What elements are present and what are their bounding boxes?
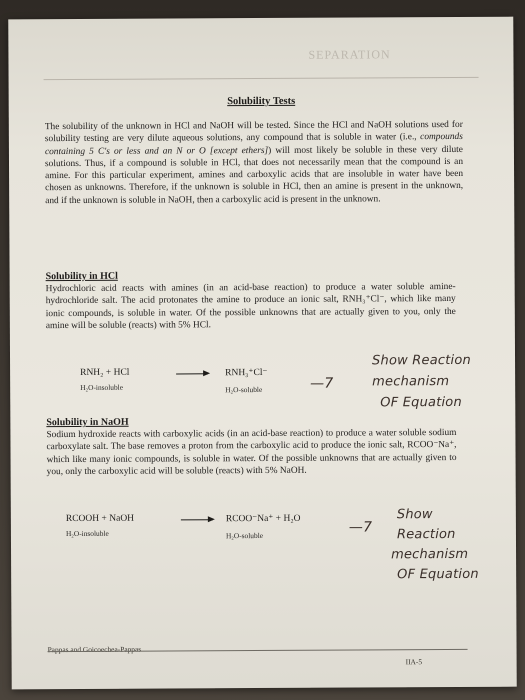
naoh-products: RCOO⁻Na⁺ + H₂O — [225, 513, 301, 525]
footer-page-number: IIA-5 — [405, 657, 423, 667]
handwritten-note-1-line-2: mechanism — [372, 374, 450, 390]
hcl-paragraph: Hydrochloric acid reacts with amines (in an acid-base reaction) to produce a water soluble amine-hydrochloride salt. The acid protonates the amine to produce an ionic salt, RNH₃⁺Cl⁻, which like many ionic compounds, is soluble in water. Of the possible unknowns that are actually given to you, only the amine will be soluble (reacts) with 5% HCl. — [45, 281, 456, 332]
footer-authors: Pappas and Goicoechea-Pappas — [47, 644, 142, 655]
handwritten-note-2-line-2: Reaction — [396, 526, 456, 543]
handwritten-note-2-line-1: Show — [396, 507, 433, 523]
page-title: Solubility Tests — [227, 95, 296, 108]
handwritten-note-2-line-3: mechanism — [391, 546, 469, 563]
naoh-reactants: RCOOH + NaOH — [65, 513, 135, 525]
handwritten-arrow-2: —7 — [348, 519, 373, 536]
bleed-through-header: SEPARATION — [308, 47, 391, 62]
hcl-product-note: H₂O-soluble — [225, 385, 263, 395]
handwritten-note-2-line-4: OF Equation — [397, 566, 479, 583]
naoh-reactant-note: H₂O-insoluble — [65, 528, 109, 539]
naoh-reaction-arrow — [181, 519, 213, 520]
hcl-product: RNH₃⁺Cl⁻ — [225, 367, 268, 379]
handwritten-arrow-1: —7 — [310, 375, 334, 392]
handwritten-note-1-line-3: OF Equation — [380, 394, 462, 411]
intro-emphasis: compounds containing 5 C's or less and an N or O [except ethers] — [44, 132, 463, 157]
header-rule — [44, 77, 479, 80]
hcl-reactant-note: H₂O-insoluble — [80, 382, 124, 392]
naoh-product-note: H₂O-soluble — [225, 530, 264, 541]
handwritten-note-1-line-1: Show Reaction — [372, 352, 471, 369]
hcl-heading: Solubility in HCl — [45, 270, 118, 283]
hcl-reactants: RNH₂ + HCl — [80, 367, 130, 378]
naoh-heading: Solubility in NaOH — [46, 416, 129, 429]
hcl-reaction-arrow — [176, 373, 208, 374]
naoh-paragraph: Sodium hydroxide reacts with carboxylic acids (in an acid-base reaction) to produce a water soluble sodium carboxylate salt. The base removes a proton from the carboxylic acid to produce the ionic salt, RCOO⁻Na⁺, which like many ionic compounds, is soluble in water. Of the possible unknowns that are actually given to you, only the carboxylic acid will be soluble (reacts) with 5% NaOH. — [46, 427, 457, 478]
document-page — [8, 17, 517, 690]
intro-paragraph: The solubility of the unknown in HCl and NaOH will be tested. Since the HCl and NaOH solutions used for solubility testing are very dilute aqueous solutions, any compound that is soluble in water (i.e., compounds containing 5 C's or less and an N or O [except ethers]) will most likely be soluble in these very dilute solutions. Thus, if a compound is soluble in HCl, that does not necessarily mean that the compound is an amine. For this particular experiment, amines and carboxylic acids that are insoluble in water have been chosen as unknowns. Therefore, if the unknown is soluble in HCl, then an amine is present in the unknown, and if the unknown is soluble in NaOH, then a carboxylic acid is present in the unknown. — [44, 119, 464, 206]
